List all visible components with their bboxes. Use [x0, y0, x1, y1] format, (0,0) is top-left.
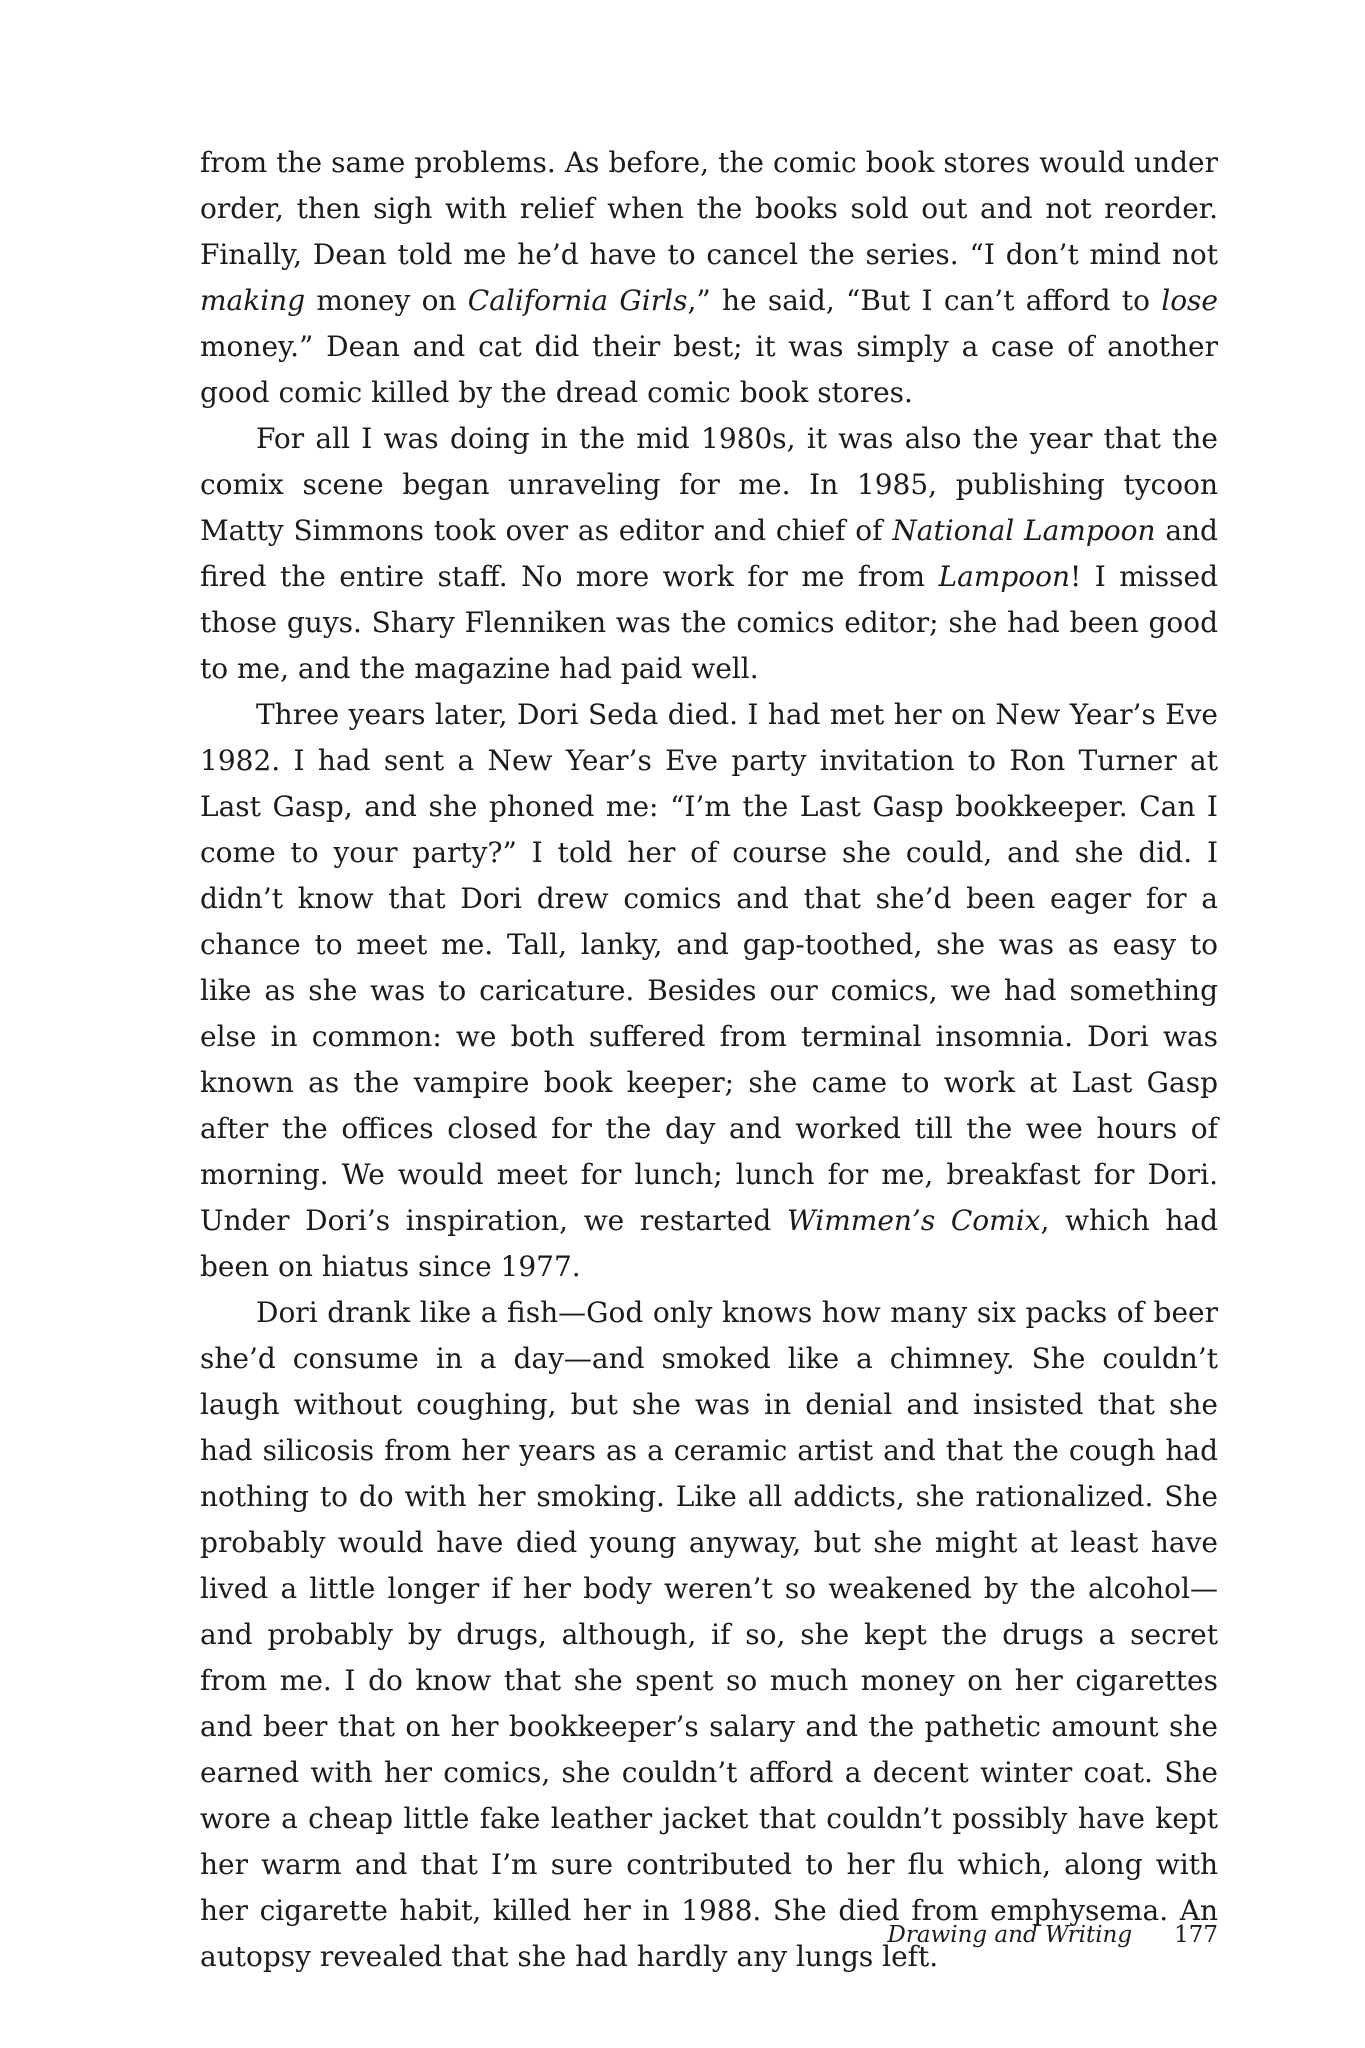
text-run: ! I missed those guys. Shary Flenniken was the comics editor; she had been good to me, and the magazine had paid well.: [200, 560, 1218, 685]
paragraph: [200, 692, 1218, 1290]
italic-text: Lampoon: [938, 560, 1071, 593]
body-text: [200, 140, 1218, 1980]
text-run: and fired the entire staff. No more work for me from: [200, 514, 1218, 593]
paragraph: [200, 1290, 1218, 1980]
paragraph: [200, 416, 1218, 692]
paragraph: [200, 140, 1218, 416]
text-run: , which had been on hiatus since 1977.: [200, 1204, 1218, 1283]
text-run: Three years later, Dori Seda died. I had met her on New Year’s Eve 1982. I had sent a New Year’s Eve party invitation to Ron Turner at Last Gasp, and she phoned me: “I’m the Last Gasp bookkeeper. Can I come to your party?” I told her of course she could, and she did. I didn’t know that Dori drew comics and that she’d been eager for a chance to meet me. Tall, lanky, and gap-toothed, she was as easy to like as she was to caricature. Besides our comics, we had something else in common: we both suffered from terminal insomnia. Dori was known as the vampire book keeper; she came to work at Last Gasp after the offices closed for the day and worked till the wee hours of morning. We would meet for lunch; lunch for me, breakfast for Dori. Under Dori’s inspiration, we restarted: [200, 698, 1218, 1237]
running-head: Drawing and Writing: [887, 1922, 1133, 1948]
text-run: Dori drank like a fish—God only knows how many six packs of beer she’d consume in a day—and smoked like a chimney. She couldn’t laugh without coughing, but she was in denial and insisted that she had silicosis from her years as a ceramic artist and that the cough had nothing to do with her smoking. Like all addicts, she rationalized. She probably would have died young anyway, but she might at least have lived a little longer if her body weren’t so weakened by the alcohol—and probably by drugs, although, if so, she kept the drugs a secret from me. I do know that she spent so much money on her cigarettes and beer that on her bookkeeper’s salary and the pathetic amount she earned with her comics, she couldn’t afford a decent winter coat. She wore a cheap little fake leather jacket that couldn’t possibly have kept her warm and that I’m sure contributed to her flu which, along with her cigarette habit, killed her in 1988. She died from emphysema. An autopsy revealed that she had hardly any lungs left.: [200, 1296, 1218, 1973]
page-footer: [887, 1922, 1218, 1948]
italic-text: National Lampoon: [892, 514, 1156, 547]
text-run: For all I was doing in the mid 1980s, it was also the year that the comix scene began unraveling for me. In 1985, publishing tycoon Matty Simmons took over as editor and chief of: [200, 422, 1218, 547]
page-number: 177: [1174, 1922, 1218, 1948]
text-run: money on: [305, 284, 468, 317]
italic-text: making: [200, 284, 306, 317]
text-run: ,” he said, “But I can’t afford to: [687, 284, 1162, 317]
italic-text: California Girls: [467, 284, 688, 317]
text-run: from the same problems. As before, the comic book stores would under order, then sigh with relief when the books sold out and not reorder. Finally, Dean told me he’d have to cancel the series. “I don’t mind not: [200, 146, 1218, 271]
italic-text: lose: [1161, 284, 1218, 317]
italic-text: Wimmen’s Comix: [786, 1204, 1041, 1237]
text-run: money.” Dean and cat did their best; it was simply a case of another good comic killed by the dread comic book stores.: [200, 330, 1218, 409]
